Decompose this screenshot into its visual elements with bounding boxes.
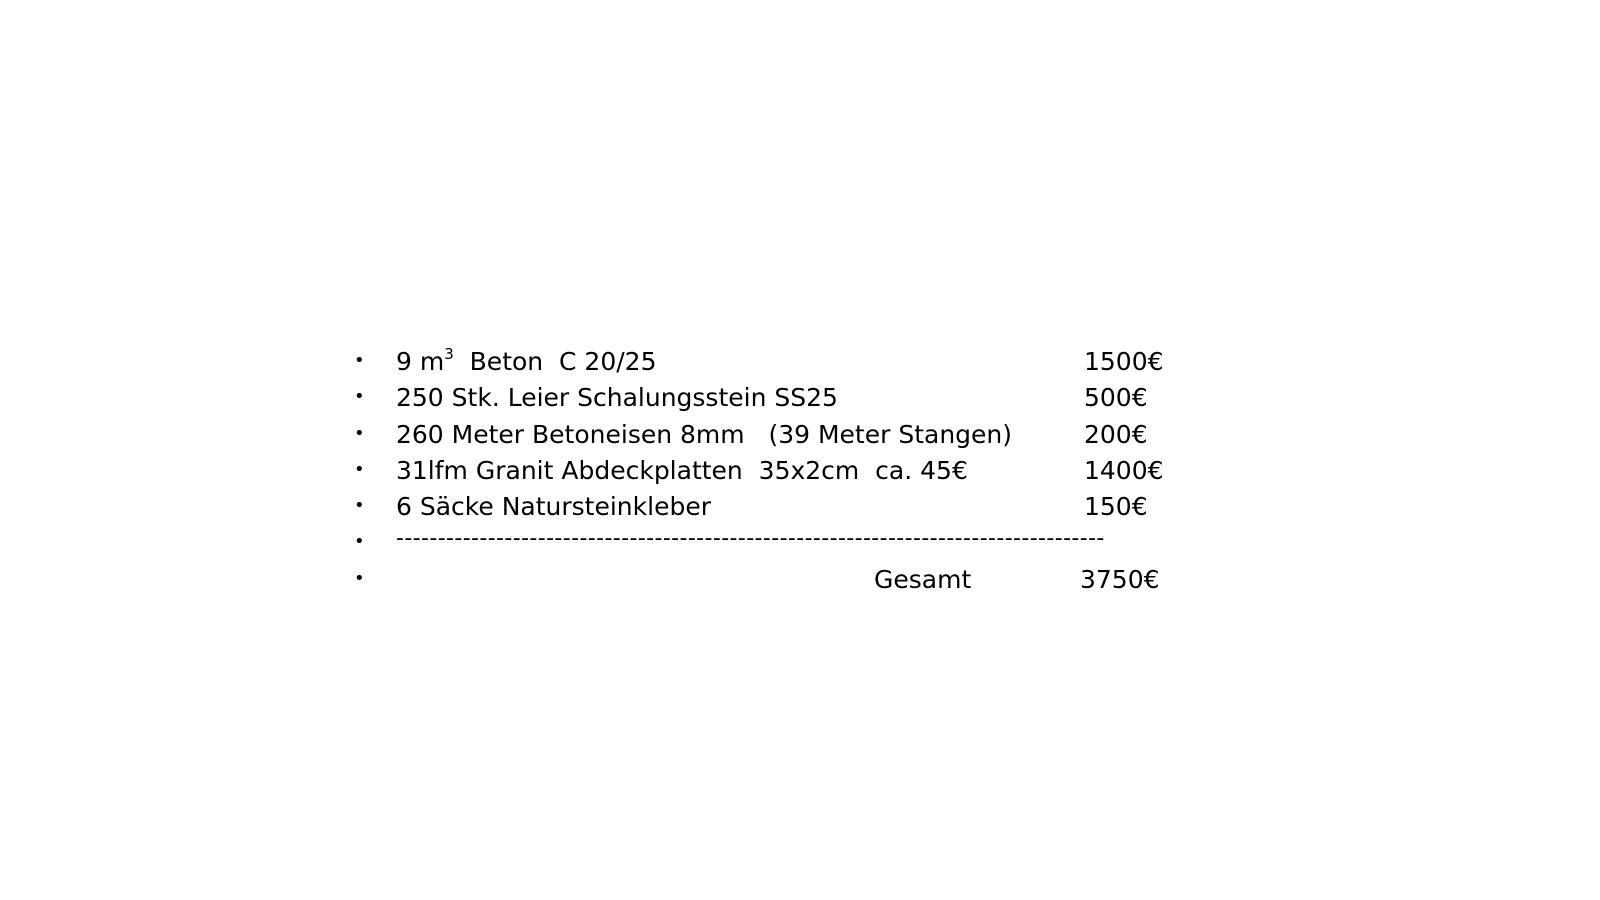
total-label: Gesamt (874, 564, 972, 594)
item-price: 1400€ (1084, 455, 1164, 485)
item-price: 500€ (1084, 383, 1148, 413)
item-price: 150€ (1084, 492, 1148, 522)
bullet-icon: • (354, 567, 365, 589)
total-value: 3750€ (1080, 564, 1160, 594)
item-description: 260 Meter Betoneisen 8mm (39 Meter Stangen) (396, 419, 1013, 449)
list-item (354, 489, 1148, 525)
separator-row (354, 525, 1105, 561)
list-item (354, 453, 1164, 489)
cost-list (354, 344, 1164, 598)
bullet-icon: • (354, 350, 365, 371)
separator-line: ------------------------------------------------------------------------------------- (396, 526, 1105, 552)
bullet-icon: • (354, 531, 365, 553)
bullet-icon: • (354, 386, 365, 408)
item-description: 250 Stk. Leier Schalungsstein SS25 (396, 383, 838, 413)
item-price: 200€ (1084, 419, 1148, 449)
total-row (354, 562, 1160, 598)
item-description-rest: Beton C 20/25 (453, 347, 657, 376)
item-description: 6 Säcke Natursteinkleber (396, 492, 711, 522)
bullet-icon: • (354, 458, 365, 480)
item-quantity-exponent: 3 (444, 344, 454, 363)
list-item (354, 417, 1148, 453)
item-description (396, 344, 656, 380)
item-quantity: 9 m (396, 347, 445, 376)
list-item (354, 344, 1164, 380)
list-item (354, 380, 1148, 416)
item-description: 31lfm Granit Abdeckplatten 35x2cm ca. 45€ (396, 455, 968, 485)
item-price: 1500€ (1084, 347, 1164, 376)
bullet-icon: • (354, 422, 365, 444)
bullet-icon: • (354, 495, 365, 517)
